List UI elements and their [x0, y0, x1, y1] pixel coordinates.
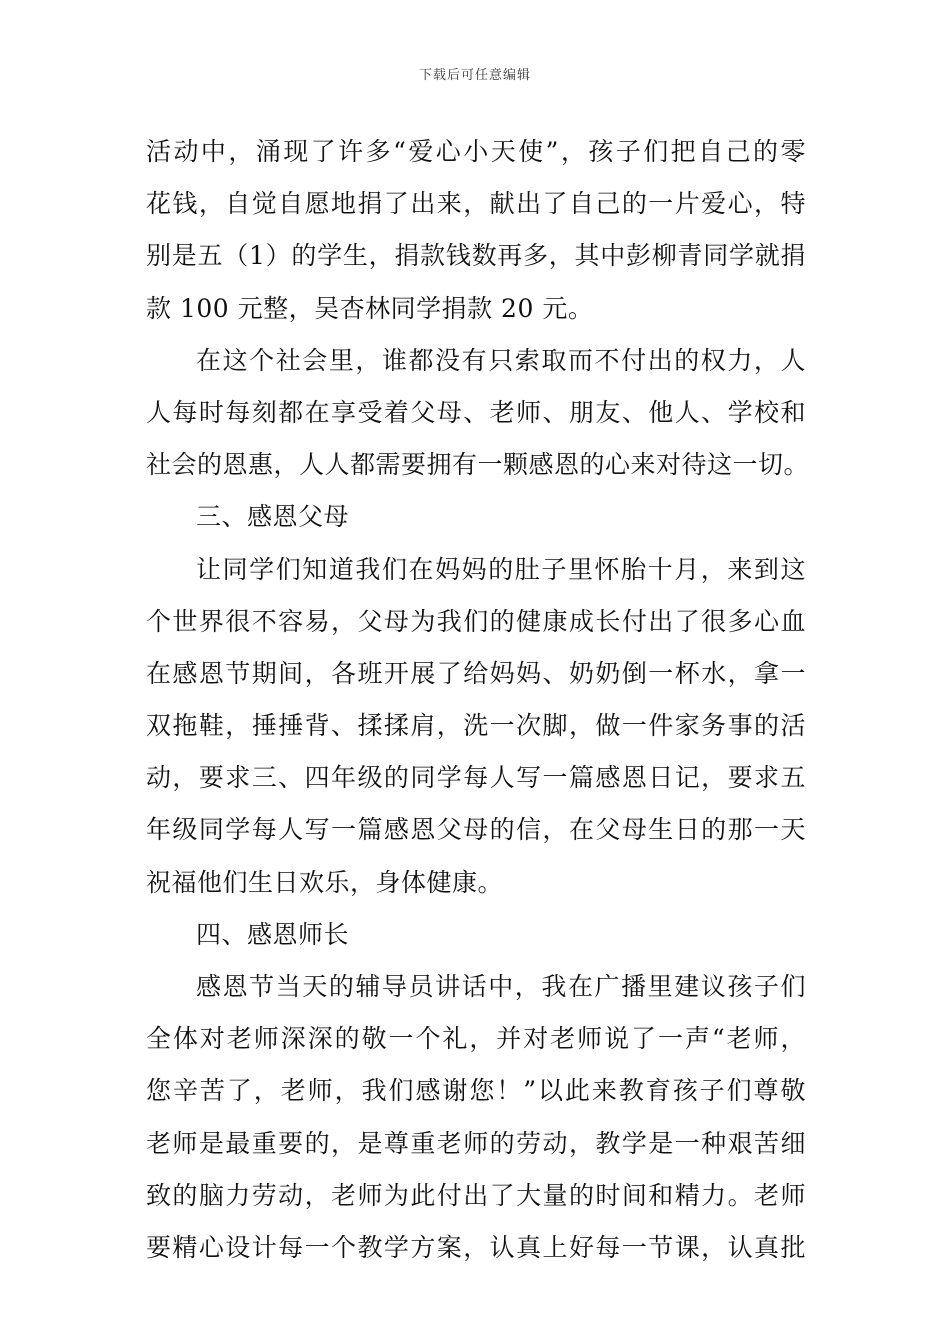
text-line: 个世界很不容易，父母为我们的健康成长付出了很多心血: [146, 606, 806, 636]
text-line: 花钱，自觉自愿地捐了出来，献出了自己的一片爱心，特: [146, 189, 806, 219]
text-line: 致的脑力劳动，老师为此付出了大量的时间和精力。老师: [146, 1180, 806, 1210]
text-line: 社会的恩惠，人人都需要拥有一颗感恩的心来对待这一切。: [146, 450, 810, 480]
text-line: 您辛苦了，老师，我们感谢您！”以此来教育孩子们尊敬: [146, 1076, 806, 1106]
document-body: [146, 126, 810, 1274]
text-line: 老师是最重要的，是尊重老师的劳动，教学是一种艰苦细: [146, 1128, 806, 1158]
text-line: 活动中，涌现了许多“爱心小天使”，孩子们把自己的零: [146, 137, 806, 166]
text-line: 祝福他们生日欢乐，身体健康。: [146, 867, 504, 897]
text-line: 款 100 元整，吴杏林同学捐款 20 元。: [146, 293, 594, 323]
text-line: 在感恩节期间，各班开展了给妈妈、奶奶倒一杯水，拿一: [146, 658, 806, 688]
text-line: 年级同学每人写一篇感恩父母的信，在父母生日的那一天: [146, 815, 806, 845]
text-line: 在这个社会里，谁都没有只索取而不付出的权力，人: [196, 345, 806, 375]
text-line: 让同学们知道我们在妈妈的肚子里怀胎十月，来到这: [196, 554, 806, 584]
text-line: 全体对老师深深的敬一个礼，并对老师说了一声“老师，: [146, 1024, 806, 1054]
text-line: 别是五（1）的学生，捐款钱数再多，其中彭柳青同学就捐: [146, 241, 806, 271]
page-header: 下载后可任意编辑: [418, 68, 531, 83]
text-line: 感恩节当天的辅导员讲话中，我在广播里建议孩子们: [196, 972, 806, 1001]
text-line: 人每时每刻都在享受着父母、老师、朋友、他人、学校和: [146, 397, 806, 427]
text-line: 双拖鞋，捶捶背、揉揉肩，洗一次脚，做一件家务事的活: [146, 711, 806, 741]
section-heading: 三、感恩父母: [196, 502, 350, 532]
section-heading: 四、感恩师长: [196, 919, 350, 949]
text-line: 动，要求三、四年级的同学每人写一篇感恩日记，要求五: [146, 763, 806, 793]
text-line: 要精心设计每一个教学方案，认真上好每一节课，认真批: [146, 1232, 806, 1262]
